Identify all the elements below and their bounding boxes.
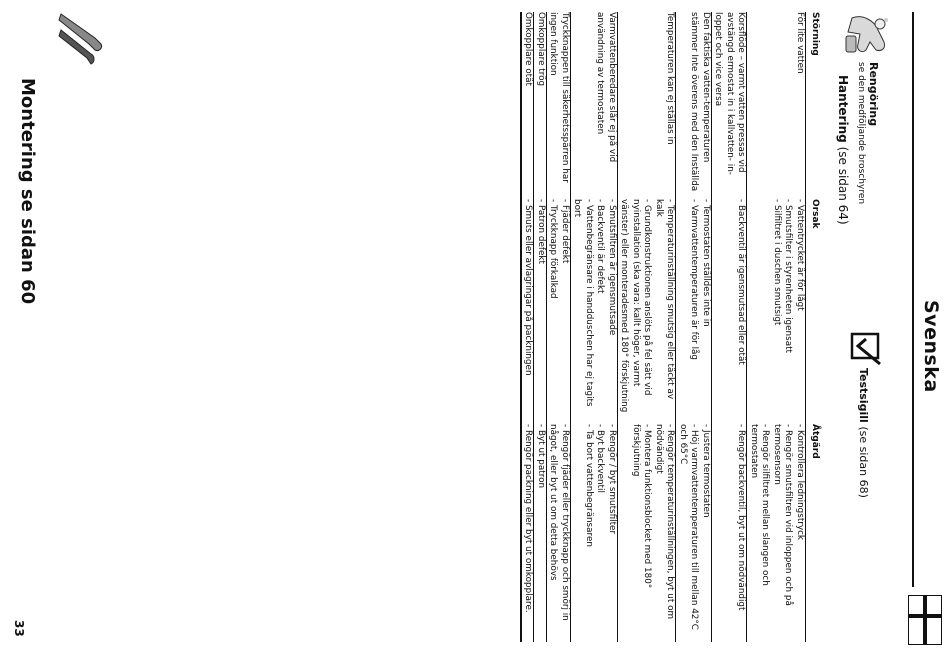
test-seal-title: Testsigill [857, 368, 870, 423]
action-item: - Höj varmvattentemperaturen till mellan 42°C och 65°C [678, 424, 700, 630]
check-seal-icon [848, 332, 882, 368]
cause-cell [677, 199, 712, 424]
action-item: - Rengör backventil, byt ut om nödvändigt [736, 424, 747, 611]
action-item: - Rengör fjäder eller tryckknapp och smörj in något, eller byt ut om detta behövs [548, 424, 570, 621]
cleaning-subtitle: se den medföljande broschyren [856, 62, 866, 205]
problem-cell: För lite vatten [795, 12, 805, 74]
action-cell [571, 424, 617, 642]
table-row [747, 12, 806, 642]
problem-cell: Temperaturen kan ej ställas in [665, 12, 676, 145]
cause-item: - Silfiltret i duschen smutsigt [772, 199, 782, 326]
cause-item: - Patron defekt [536, 199, 546, 264]
cause-item: - Vattentrycket är för lågt [795, 199, 805, 311]
action-item: - Byt backventil [595, 424, 606, 493]
table-row [711, 12, 747, 642]
handling-ref: (se sidan 64) [836, 146, 850, 225]
problem-cell: Korsflöde – varmt vatten pressas vid avstängd ermostat in i kallvatten- in-loppet och vice versa [713, 12, 747, 175]
cause-item: - Smutsfilter i styrenheten igensatt [783, 199, 794, 353]
action-item: - Rengör smutsfiltren vid inloppen och på termosensorn [772, 424, 794, 606]
handling-label [836, 75, 850, 225]
action-cell [677, 424, 712, 642]
top-rule [912, 12, 914, 587]
cause-cell [748, 199, 806, 424]
cause-item: - Termostaten ställdes inte in [701, 199, 711, 327]
action-item: - Kontrollera ledningstryck [795, 424, 805, 541]
cause-cell [618, 199, 676, 424]
flag-icon [908, 595, 942, 645]
header-cause: Orsak [810, 199, 820, 229]
language-title: Svenska [920, 300, 942, 393]
problem-cell: Omkopplare trög [536, 12, 546, 87]
table-row [534, 12, 547, 642]
cause-item: - Tryckknapp förkalkad [548, 199, 559, 299]
mounting-reference: Montering se sidan 60 [17, 78, 38, 305]
table-row [617, 12, 676, 642]
problem-cell: Omkopplare otät [523, 12, 534, 86]
cause-cell [712, 199, 747, 424]
cleaning-hand-icon [840, 12, 892, 58]
cause-item: - Vattenbegränsare i handduschen har ej tagits bort [572, 199, 594, 407]
action-item: - Justera termostaten [701, 424, 711, 518]
problem-cell: Tryckknappen till säkerhetsspärren har ingen funktion [548, 12, 570, 183]
cause-item: - Smutsfiltren är igensmutsade [607, 199, 617, 336]
tools-icon [57, 8, 105, 68]
header-action: Åtgärd [810, 424, 820, 459]
table-row [570, 12, 617, 642]
action-cell [712, 424, 747, 642]
cleaning-title: Rengöring [867, 62, 880, 127]
action-cell [547, 424, 570, 642]
action-item: - Byt ut patron [536, 424, 546, 489]
cause-cell [571, 199, 617, 424]
cause-item: - Backventil är igensmutsad eller otät [736, 199, 747, 365]
header-problem: Störning [810, 12, 820, 56]
cause-item: - Temperaturinställning smutsig eller täckt av kalk [654, 199, 676, 400]
problem-cell: Varmvattenberedare slår ej på vid användning av termostaten [595, 12, 617, 163]
cause-cell [522, 199, 534, 424]
action-item: - Rengör silfiltret mellan slangen och termostaten [749, 424, 771, 586]
action-item: - Rengör packning eller byt ut omkopplare. [523, 424, 534, 613]
page-number: 33 [12, 620, 26, 637]
table-body [520, 12, 805, 642]
troubleshooting-table [520, 12, 820, 642]
cause-cell [535, 199, 547, 424]
action-cell [748, 424, 806, 642]
action-item: - Rengör temperaturinställningen, byt ut om nödvändigt [654, 424, 676, 620]
cause-item: - Varmvattentemperaturen är för låg [689, 199, 700, 360]
handling-title: Hantering [836, 75, 850, 143]
action-item: - Ta bort vattenbegränsaren [584, 424, 594, 547]
cause-item: - Fjäder defekt [560, 199, 570, 264]
table-row [676, 12, 712, 642]
cause-item: - Smuts eller avlagringar på packningen [523, 199, 534, 376]
action-cell [618, 424, 676, 642]
table-row [520, 12, 534, 642]
action-item: - Rengör / byt smutsfilter [607, 424, 617, 535]
problem-cell: Den faktiska vatten-temperaturen stämmer Inte överens med den Inställda [689, 12, 711, 192]
cause-cell [547, 199, 570, 424]
action-cell [522, 424, 534, 642]
action-cell [535, 424, 547, 642]
test-seal-ref: (se sidan 68) [857, 426, 870, 498]
table-header [805, 12, 820, 642]
cause-item: - Backventil är defekt [595, 199, 606, 294]
cause-item: - Grundkonstruktionen anslöts på fel sätt vid nyinstallation (ska vara: kallt höger, varmt vänster) eller monteradesmed 180° förskjutning [619, 199, 653, 413]
table-row [546, 12, 570, 642]
test-seal-label [857, 368, 870, 498]
action-item: - Montera funktionsblocket med 180° förskjutning [631, 424, 653, 589]
